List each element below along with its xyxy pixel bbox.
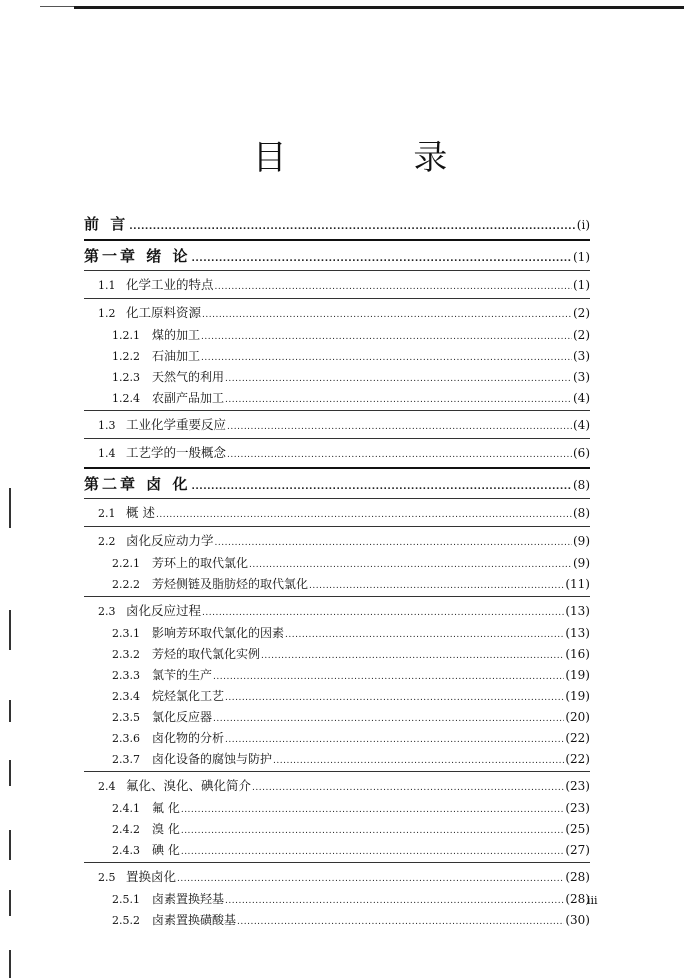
- toc-entry-page: (19): [565, 689, 590, 703]
- toc-entry-page: (9): [573, 534, 590, 548]
- toc-entry-number: 2.5.2: [112, 914, 140, 927]
- toc-entry-title: 芳烃侧链及脂肪烃的取代氯化: [152, 577, 309, 591]
- toc-entry-title: 碘 化: [152, 843, 180, 857]
- toc-entry-number: 2.3.6: [112, 732, 140, 745]
- toc-entry-number: 2.3.5: [112, 711, 140, 724]
- toc-entry-number: 2.2.2: [112, 578, 140, 591]
- toc-entry-number: 1.2.2: [112, 350, 140, 363]
- toc-entry-page: (4): [573, 418, 590, 432]
- toc-entry: [84, 910, 590, 931]
- toc-entry-title: 卤化设备的腐蚀与防护: [152, 752, 273, 766]
- toc-entry-number: 2.3.2: [112, 648, 140, 661]
- toc-entry-page: (1): [573, 250, 590, 264]
- toc-entry-title: 卤化反应过程: [126, 603, 202, 618]
- toc-entry: [84, 798, 590, 819]
- toc-entry: [84, 889, 590, 910]
- toc-leader-dots: [177, 867, 564, 891]
- toc-entry: [84, 707, 590, 728]
- page-number: iii: [587, 894, 598, 907]
- toc-entry-title: 卤化反应动力学: [126, 533, 214, 548]
- toc-entry: [84, 749, 590, 770]
- toc-leader-dots: [225, 891, 564, 912]
- toc-entry: [84, 325, 590, 346]
- scan-margin-mark: [9, 890, 11, 916]
- toc-entry: [84, 774, 590, 798]
- toc-entry-page: (6): [573, 446, 590, 460]
- toc-entry-title: 概 述: [126, 505, 155, 520]
- toc-leader-dots: [181, 821, 565, 842]
- toc-entry-page: (13): [565, 604, 590, 618]
- scan-margin-mark: [9, 700, 11, 722]
- toc-entry-page: (22): [565, 752, 590, 766]
- toc-entry-title: 卤化物的分析: [152, 731, 225, 745]
- toc-entry-number: 2.5: [98, 871, 116, 884]
- toc-leader-dots: [225, 390, 572, 411]
- toc-leader-dots: [249, 555, 572, 576]
- toc-entry-page: (16): [565, 647, 590, 661]
- toc-entry-page: (2): [573, 328, 590, 342]
- toc-leader-dots: [225, 369, 572, 390]
- toc-entry-title: 芳环上的取代氯化: [152, 556, 249, 570]
- toc-entry-number: 2.4.3: [112, 844, 140, 857]
- toc-leader-dots: [213, 667, 564, 688]
- toc-entry-number: 1.2.3: [112, 371, 140, 384]
- toc-entry-title: 卤素置换羟基: [152, 892, 225, 906]
- toc-entry: [84, 574, 590, 595]
- toc-entry-page: (23): [565, 801, 590, 815]
- toc-entry-title: 化学工业的特点: [126, 277, 214, 292]
- toc-entry: [84, 413, 590, 437]
- toc-entry-page: (20): [565, 710, 590, 724]
- scan-margin-mark: [9, 488, 11, 528]
- toc-entry-page: (1): [573, 278, 590, 292]
- toc-entry-page: (22): [565, 731, 590, 745]
- toc-entry-number: 2.4.2: [112, 823, 140, 836]
- toc-entry-title: 化工原料资源: [126, 305, 202, 320]
- toc-leader-dots: [225, 730, 564, 751]
- toc-entry-page: (3): [573, 370, 590, 384]
- toc-leader-dots: [202, 601, 564, 625]
- toc-entry: [84, 865, 590, 889]
- toc-entry-page: (4): [573, 391, 590, 405]
- toc-entry-page: (28): [565, 870, 590, 884]
- page-title: 目 录: [252, 138, 506, 178]
- toc-entry: [84, 501, 590, 525]
- toc-leader-dots: [252, 776, 564, 800]
- toc-entry-title: 置换卤化: [126, 869, 177, 884]
- toc-separator: [84, 239, 590, 241]
- toc-entry: [84, 472, 590, 497]
- toc-entry: [84, 665, 590, 686]
- toc-leader-dots: [215, 275, 572, 299]
- toc-entry: [84, 346, 590, 367]
- toc-leader-dots: [285, 625, 564, 646]
- toc-entry-number: 2.3.4: [112, 690, 140, 703]
- toc-leader-dots: [129, 215, 576, 239]
- toc-entry-number: 2.1: [98, 507, 116, 520]
- toc-entry-title: 农副产品加工: [152, 391, 225, 405]
- toc-entry-number: 1.2.1: [112, 329, 140, 342]
- toc-leader-dots: [237, 912, 564, 933]
- toc-entry: [84, 212, 590, 237]
- toc-entry-title: 天然气的利用: [152, 370, 225, 384]
- toc-leader-dots: [181, 800, 565, 821]
- toc-entry-page: (9): [573, 556, 590, 570]
- toc-entry: [84, 599, 590, 623]
- toc-entry: [84, 529, 590, 553]
- toc-entry-title: 氟化、溴化、碘化简介: [126, 778, 252, 793]
- toc-entry-page: (8): [573, 506, 590, 520]
- toc-leader-dots: [201, 348, 572, 369]
- toc-entry: [84, 273, 590, 297]
- toc-leader-dots: [261, 646, 564, 667]
- scan-margin-mark: [9, 830, 11, 860]
- toc-leader-dots: [215, 531, 572, 555]
- toc-separator: [84, 467, 590, 469]
- toc-leader-dots: [227, 415, 572, 439]
- toc-entry-title: 影响芳环取代氯化的因素: [152, 626, 285, 640]
- table-of-contents: [84, 212, 590, 931]
- toc-entry: [84, 441, 590, 465]
- toc-entry-number: 1.1: [98, 279, 116, 292]
- toc-entry: [84, 553, 590, 574]
- toc-entry-number: 2.3: [98, 605, 116, 618]
- toc-entry-page: (i): [576, 218, 590, 232]
- toc-entry-page: (27): [565, 843, 590, 857]
- toc-entry-title: 工艺学的一般概念: [126, 445, 227, 460]
- toc-leader-dots: [201, 327, 572, 348]
- toc-entry: [84, 686, 590, 707]
- toc-entry-page: (19): [565, 668, 590, 682]
- toc-entry-page: (3): [573, 349, 590, 363]
- toc-entry-page: (28): [565, 892, 590, 906]
- toc-leader-dots: [202, 303, 572, 327]
- toc-entry-title: 工业化学重要反应: [126, 417, 227, 432]
- toc-entry: [84, 388, 590, 409]
- toc-entry-number: 2.3.1: [112, 627, 140, 640]
- toc-entry-number: 1.2: [98, 307, 116, 320]
- toc-entry-page: (13): [565, 626, 590, 640]
- toc-leader-dots: [309, 576, 564, 597]
- toc-entry-number: 1.4: [98, 447, 116, 460]
- toc-entry-title: 卤素置换磺酸基: [152, 913, 237, 927]
- toc-entry-title: 氯化反应器: [152, 710, 213, 724]
- toc-entry-page: (8): [573, 478, 590, 492]
- toc-entry: [84, 728, 590, 749]
- toc-entry-title: 溴 化: [152, 822, 180, 836]
- scan-margin-mark: [9, 760, 11, 786]
- toc-entry-number: 2.2: [98, 535, 116, 548]
- toc-entry: [84, 644, 590, 665]
- toc-entry-number: 2.4: [98, 780, 116, 793]
- toc-entry: [84, 819, 590, 840]
- toc-leader-dots: [181, 842, 565, 863]
- scan-edge-rule: [74, 6, 684, 9]
- toc-entry-page: (2): [573, 306, 590, 320]
- toc-entry-title: 石油加工: [152, 349, 201, 363]
- toc-entry: [84, 840, 590, 861]
- toc-leader-dots: [156, 503, 572, 527]
- toc-entry-title: 前 言: [84, 215, 129, 233]
- toc-entry-title: 氯苄的生产: [152, 668, 213, 682]
- toc-entry: [84, 623, 590, 644]
- toc-entry-page: (23): [565, 779, 590, 793]
- toc-entry-number: 2.3.7: [112, 753, 140, 766]
- toc-entry-number: 2.5.1: [112, 893, 140, 906]
- toc-entry-number: 2.4.1: [112, 802, 140, 815]
- toc-entry-page: (30): [565, 913, 590, 927]
- toc-entry-number: 2.2.1: [112, 557, 140, 570]
- toc-entry-page: (11): [565, 577, 590, 591]
- toc-entry-title: 氟 化: [152, 801, 180, 815]
- toc-entry-page: (25): [565, 822, 590, 836]
- scan-margin-mark: [9, 610, 11, 650]
- toc-entry: [84, 367, 590, 388]
- toc-leader-dots: [225, 688, 564, 709]
- toc-entry-title: 烷烃氯化工艺: [152, 689, 225, 703]
- toc-entry-title: 第一章 绪 论: [84, 247, 191, 265]
- toc-leader-dots: [213, 709, 564, 730]
- toc-entry-number: 1.2.4: [112, 392, 140, 405]
- toc-leader-dots: [191, 247, 572, 271]
- toc-entry-title: 煤的加工: [152, 328, 201, 342]
- toc-entry-number: 2.3.3: [112, 669, 140, 682]
- toc-entry: [84, 244, 590, 269]
- toc-entry-title: 第二章 卤 化: [84, 475, 191, 493]
- toc-leader-dots: [227, 443, 572, 467]
- toc-entry: [84, 301, 590, 325]
- toc-entry-number: 1.3: [98, 419, 116, 432]
- toc-leader-dots: [273, 751, 564, 772]
- toc-entry-title: 芳烃的取代氯化实例: [152, 647, 261, 661]
- toc-leader-dots: [191, 475, 572, 499]
- scan-margin-mark: [9, 950, 11, 978]
